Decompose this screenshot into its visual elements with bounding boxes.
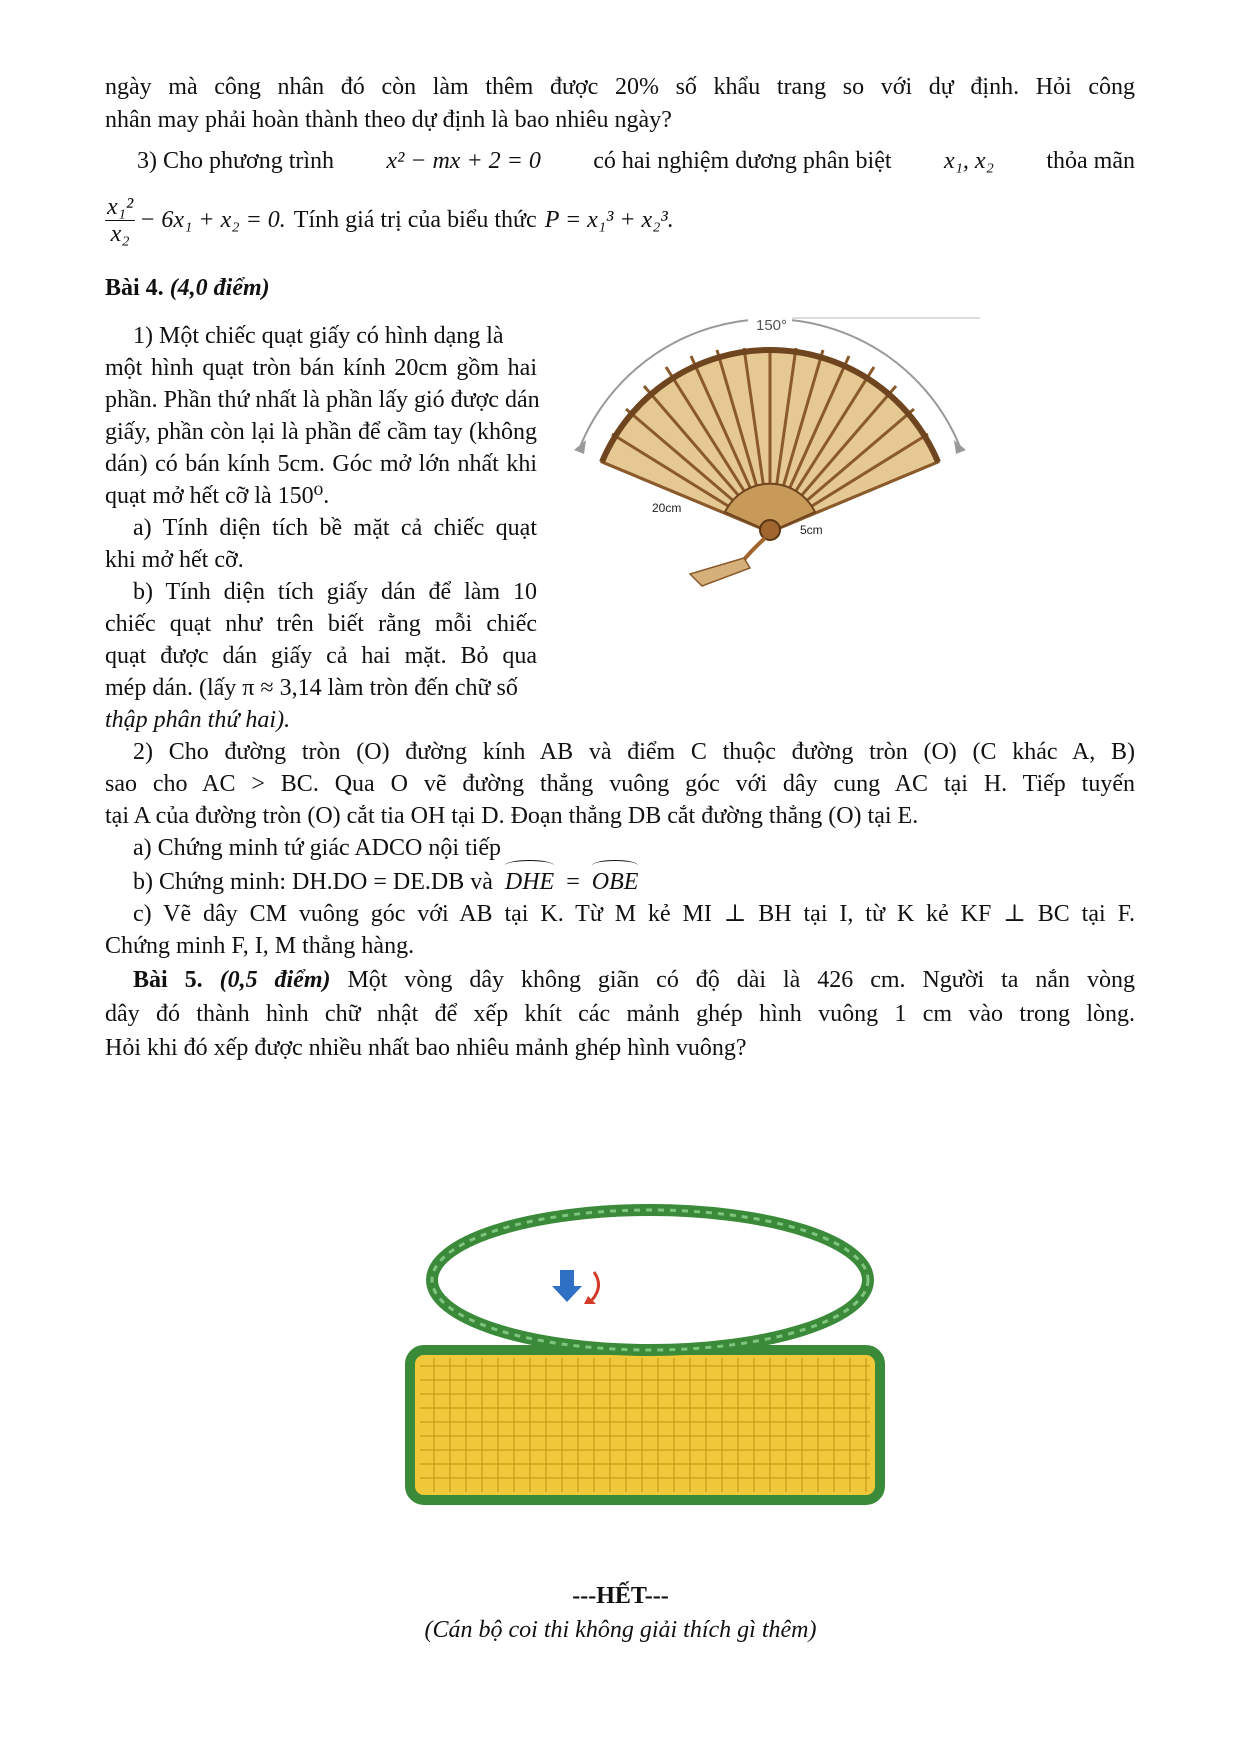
q3-expression: P = x₁³ + x₂³.	[544, 207, 674, 233]
curved-arrow-icon	[592, 1272, 599, 1300]
bai4-p1-line-3: phần. Phần thứ nhất là phần lấy gió được dán	[105, 387, 540, 413]
bai4-p1-line-1: 1) Một chiếc quạt giấy có hình dạng là	[133, 323, 504, 349]
bai4-points: (4,0 điểm)	[169, 275, 270, 301]
q3-condition: − 6x₁ + x₂ = 0.	[139, 207, 286, 233]
bai4-p2a: a) Chứng minh tứ giác ADCO nội tiếp	[133, 835, 501, 861]
down-arrow-icon	[552, 1270, 582, 1302]
bai5-points: (0,5 điểm)	[219, 967, 331, 993]
q3-frac-denominator: x₂	[110, 220, 130, 247]
grid-board	[410, 1350, 880, 1500]
fan-pivot	[760, 520, 780, 540]
q3-text-1: 3) Cho phương trình	[137, 148, 335, 174]
rope-grid-illustration	[390, 1200, 910, 1520]
q3-frac-numerator: x₁²	[107, 193, 134, 220]
bai4-p2b	[133, 866, 638, 898]
bai4-a-line-2: khi mở hết cỡ.	[105, 547, 244, 573]
q3-line-2	[105, 190, 674, 250]
fan-arc-arrow-right	[954, 440, 966, 454]
bai4-p2-line-1: 2) Cho đường tròn (O) đường kính AB và điểm C thuộc đường tròn (O) (C khác A, B)	[133, 739, 1135, 765]
bai4-b-line-1: b) Tính diện tích giấy dán để làm 10	[133, 579, 537, 605]
proctor-note: (Cán bộ coi thi không giải thích gì thêm)	[424, 1617, 817, 1643]
q3-fraction	[105, 194, 135, 247]
end-marker: ---HẾT---	[572, 1583, 669, 1609]
fan-tassel-cord	[742, 538, 765, 562]
bai4-b-line-4: mép dán. (lấy π ≈ 3,14 làm tròn đến chữ số	[105, 675, 518, 701]
bai4-a-line-1: a) Tính diện tích bề mặt cả chiếc quạt	[133, 515, 537, 541]
bai4-p2b-text: b) Chứng minh: DH.DO = DE.DB và	[133, 869, 493, 895]
paper-fan-illustration	[560, 312, 1000, 592]
bai4-title: Bài 4.	[105, 275, 164, 301]
bai4-p2-line-2: sao cho AC > BC. Qua O vẽ đường thẳng vuông góc với dây cung AC tại H. Tiếp tuyến	[105, 771, 1135, 797]
bai4-p2c-line-2: Chứng minh F, I, M thẳng hàng.	[105, 933, 415, 959]
fan-tassel	[690, 558, 750, 586]
bai5-text-1: Một vòng dây không giãn có độ dài là 426 cm. Người ta nắn vòng	[347, 967, 1135, 993]
q3-roots: x₁, x₂	[943, 148, 994, 174]
fan-arc-arrow-left	[574, 440, 586, 454]
arc-obe: OBE	[592, 866, 639, 898]
bai4-b-line-2: chiếc quạt như trên biết rằng mỗi chiếc	[105, 611, 537, 637]
q3-text-3: thỏa mãn	[1046, 148, 1135, 174]
bai4-p1-line-6: quạt mở hết cỡ là 150⁰.	[105, 483, 330, 509]
bai4-heading	[105, 272, 270, 304]
q3-text-2: có hai nghiệm dương phân biệt	[593, 148, 892, 174]
fan-radius-label: 20cm	[652, 501, 682, 515]
bai4-p2c-line-1: c) Vẽ dây CM vuông góc với AB tại K. Từ M kẻ MI ⊥ BH tại I, từ K kẻ KF ⊥ BC tại F.	[133, 901, 1135, 927]
bai5-line-3: Hỏi khi đó xếp được nhiều nhất bao nhiêu mảnh ghép hình vuông?	[105, 1035, 747, 1061]
arc-equals: =	[566, 869, 580, 895]
bai5-title: Bài 5.	[133, 967, 203, 993]
bai4-p1-line-5: dán) có bán kính 5cm. Góc mở lớn nhất khi	[105, 451, 537, 477]
bai4-p1-line-2: một hình quạt tròn bán kính 20cm gồm hai	[105, 355, 537, 381]
bai5-line-2: dây đó thành hình chữ nhật để xếp khít các mảnh ghép hình vuông 1 cm vào trong lòng.	[105, 1001, 1135, 1027]
bai4-p2-line-3: tại A của đường tròn (O) cắt tia OH tại D. Đoạn thẳng DB cắt đường thẳng (O) tại E.	[105, 803, 919, 829]
bai4-b-line-5: thập phân thứ hai).	[105, 707, 291, 733]
bai4-b-line-3: quạt được dán giấy cả hai mặt. Bỏ qua	[105, 643, 537, 669]
q3-ask: Tính giá trị của biểu thức	[293, 207, 537, 233]
q3-equation: x² − mx + 2 = 0	[386, 148, 541, 174]
bai4-p1-line-4: giấy, phần còn lại là phần để cầm tay (không	[105, 419, 537, 445]
bai5-line-1	[133, 964, 1135, 996]
intro-line-1: ngày mà công nhân đó còn làm thêm được 20% số khẩu trang so với dự định. Hỏi công	[105, 74, 1135, 100]
q3-line-1	[137, 145, 1135, 177]
intro-line-2: nhân may phải hoàn thành theo dự định là bao nhiêu ngày?	[105, 107, 672, 133]
fan-angle-label: 150°	[756, 317, 788, 334]
fan-handle-label: 5cm	[800, 523, 823, 537]
arc-dhe: DHE	[505, 866, 554, 898]
